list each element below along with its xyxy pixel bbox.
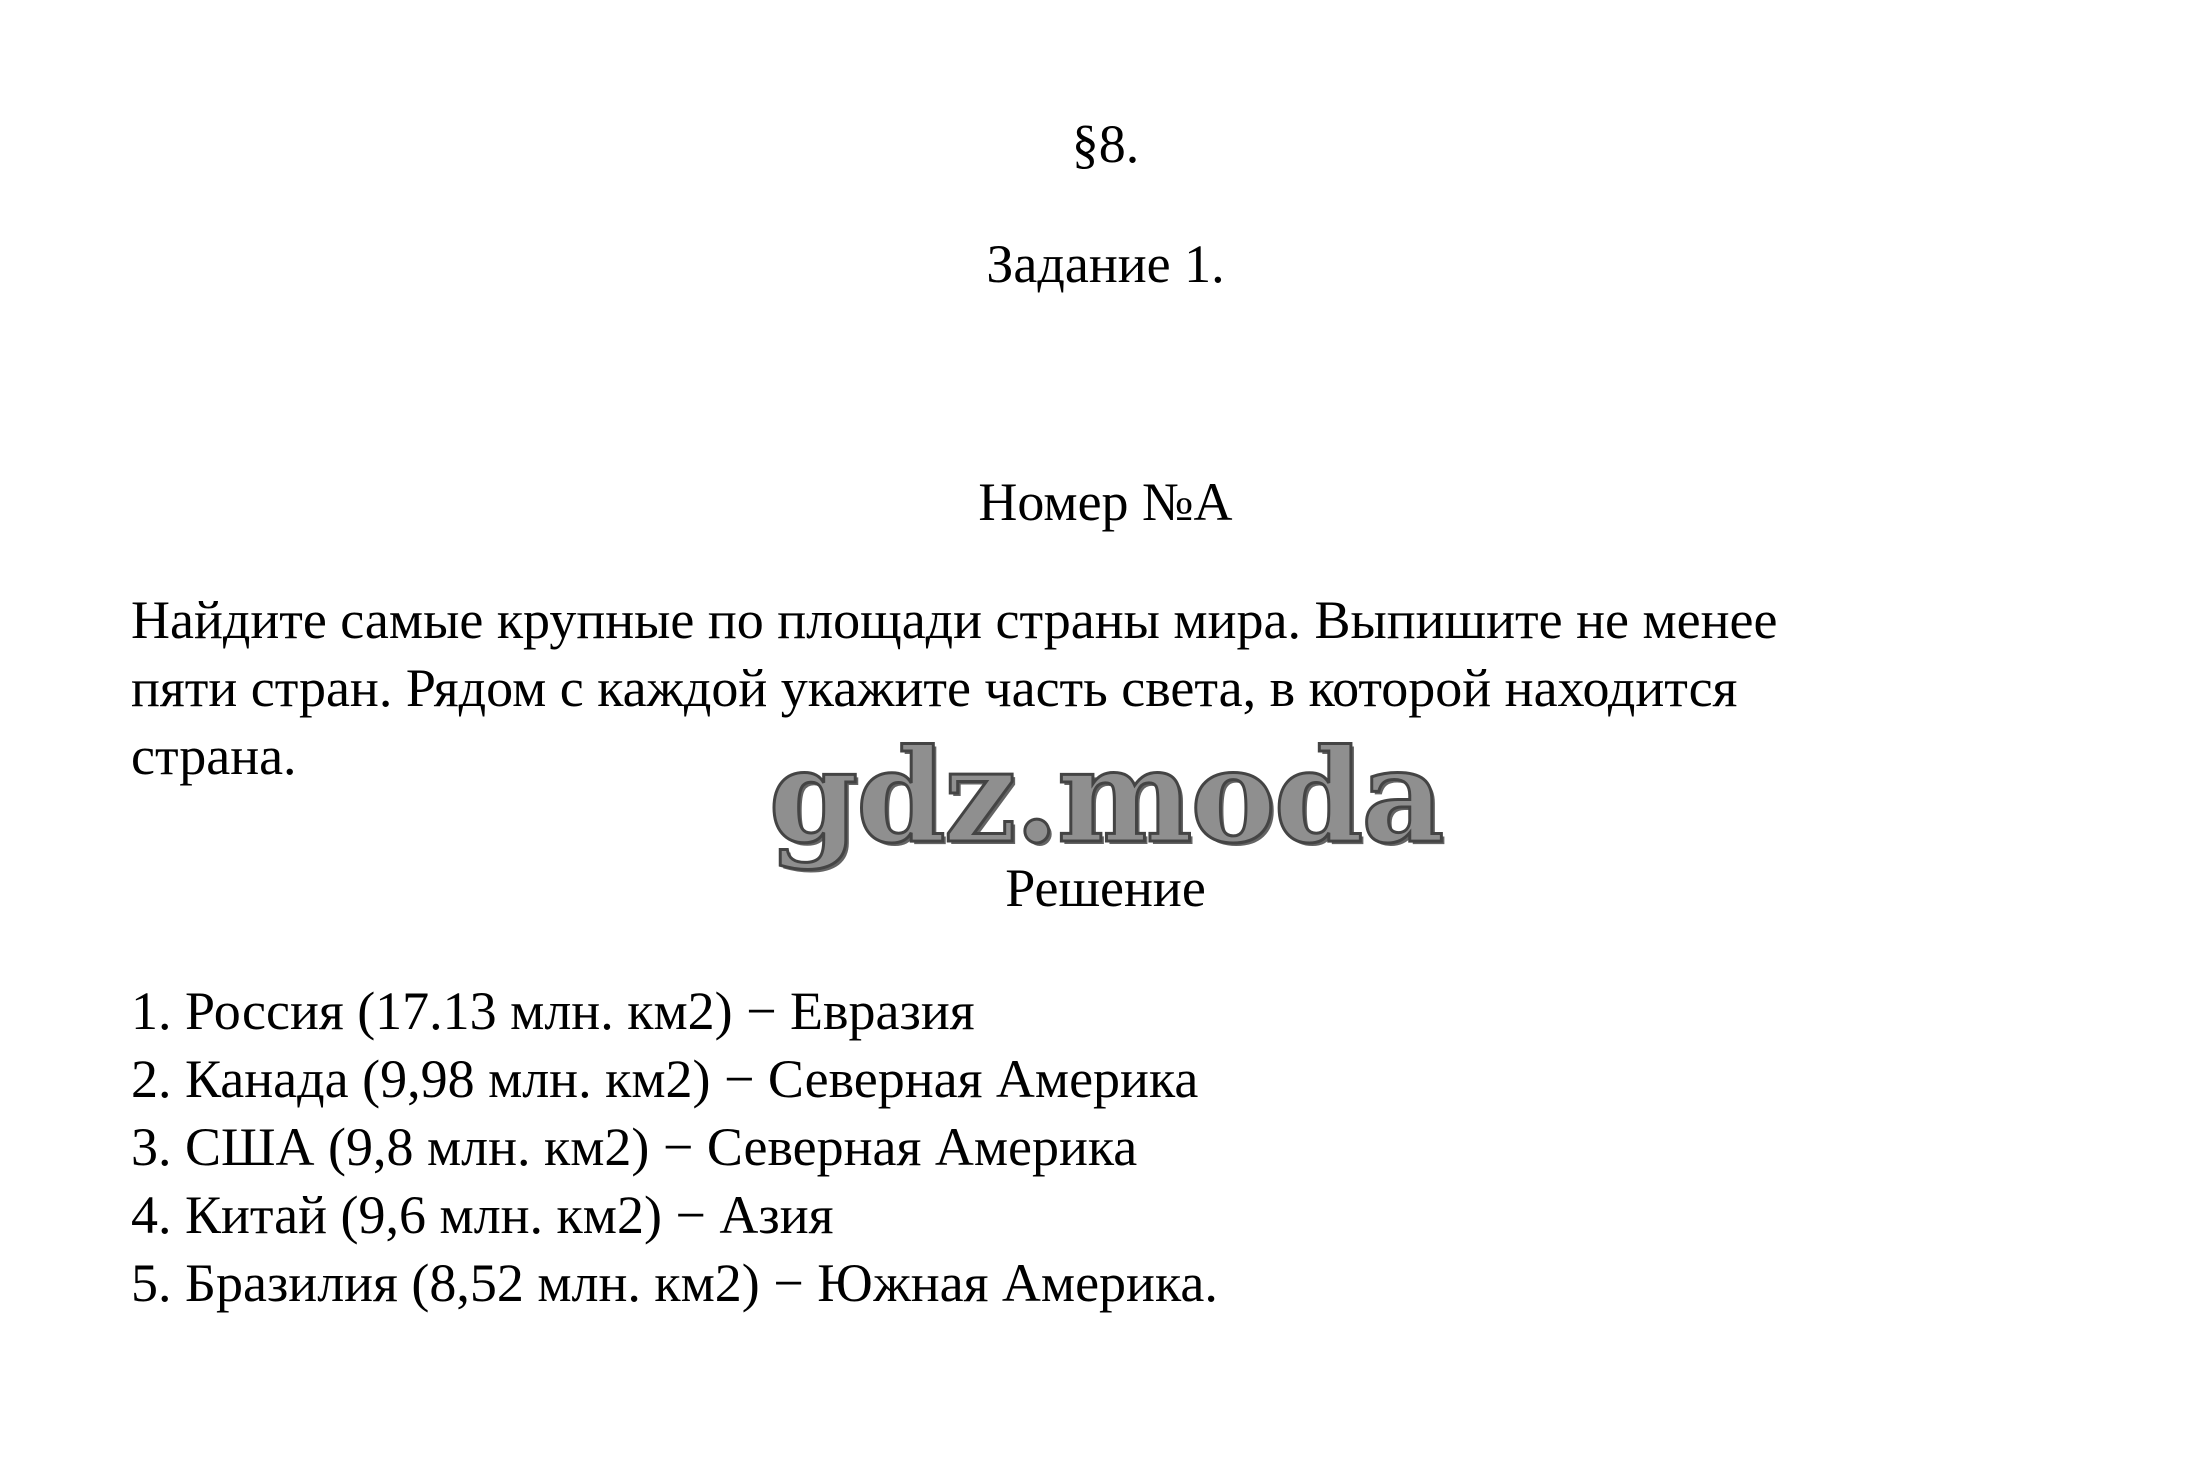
task-heading: Задание 1. (986, 234, 1225, 294)
watermark-logo: gdz.moda (768, 722, 1443, 872)
question-line: пяти стран. Рядом с каждой укажите часть света, в которой находится (131, 658, 1738, 718)
answer-item: 2. Канада (9,98 млн. км2) − Северная Америка (131, 1049, 1199, 1109)
problem-number: Номер №А (978, 472, 1233, 532)
answer-item: 4. Китай (9,6 млн. км2) − Азия (131, 1185, 834, 1245)
solution-heading: Решение (1005, 858, 1206, 918)
section-heading: §8. (1071, 114, 1140, 174)
answer-item: 3. США (9,8 млн. км2) − Северная Америка (131, 1117, 1138, 1177)
answer-item: 5. Бразилия (8,52 млн. км2) − Южная Америка. (131, 1253, 1218, 1313)
question-line: страна. (131, 726, 297, 786)
answer-list (131, 977, 2091, 1317)
question-line: Найдите самые крупные по площади страны мира. Выпишите не менее (131, 590, 1778, 650)
answer-item: 1. Россия (17.13 млн. км2) − Евразия (131, 981, 975, 1041)
